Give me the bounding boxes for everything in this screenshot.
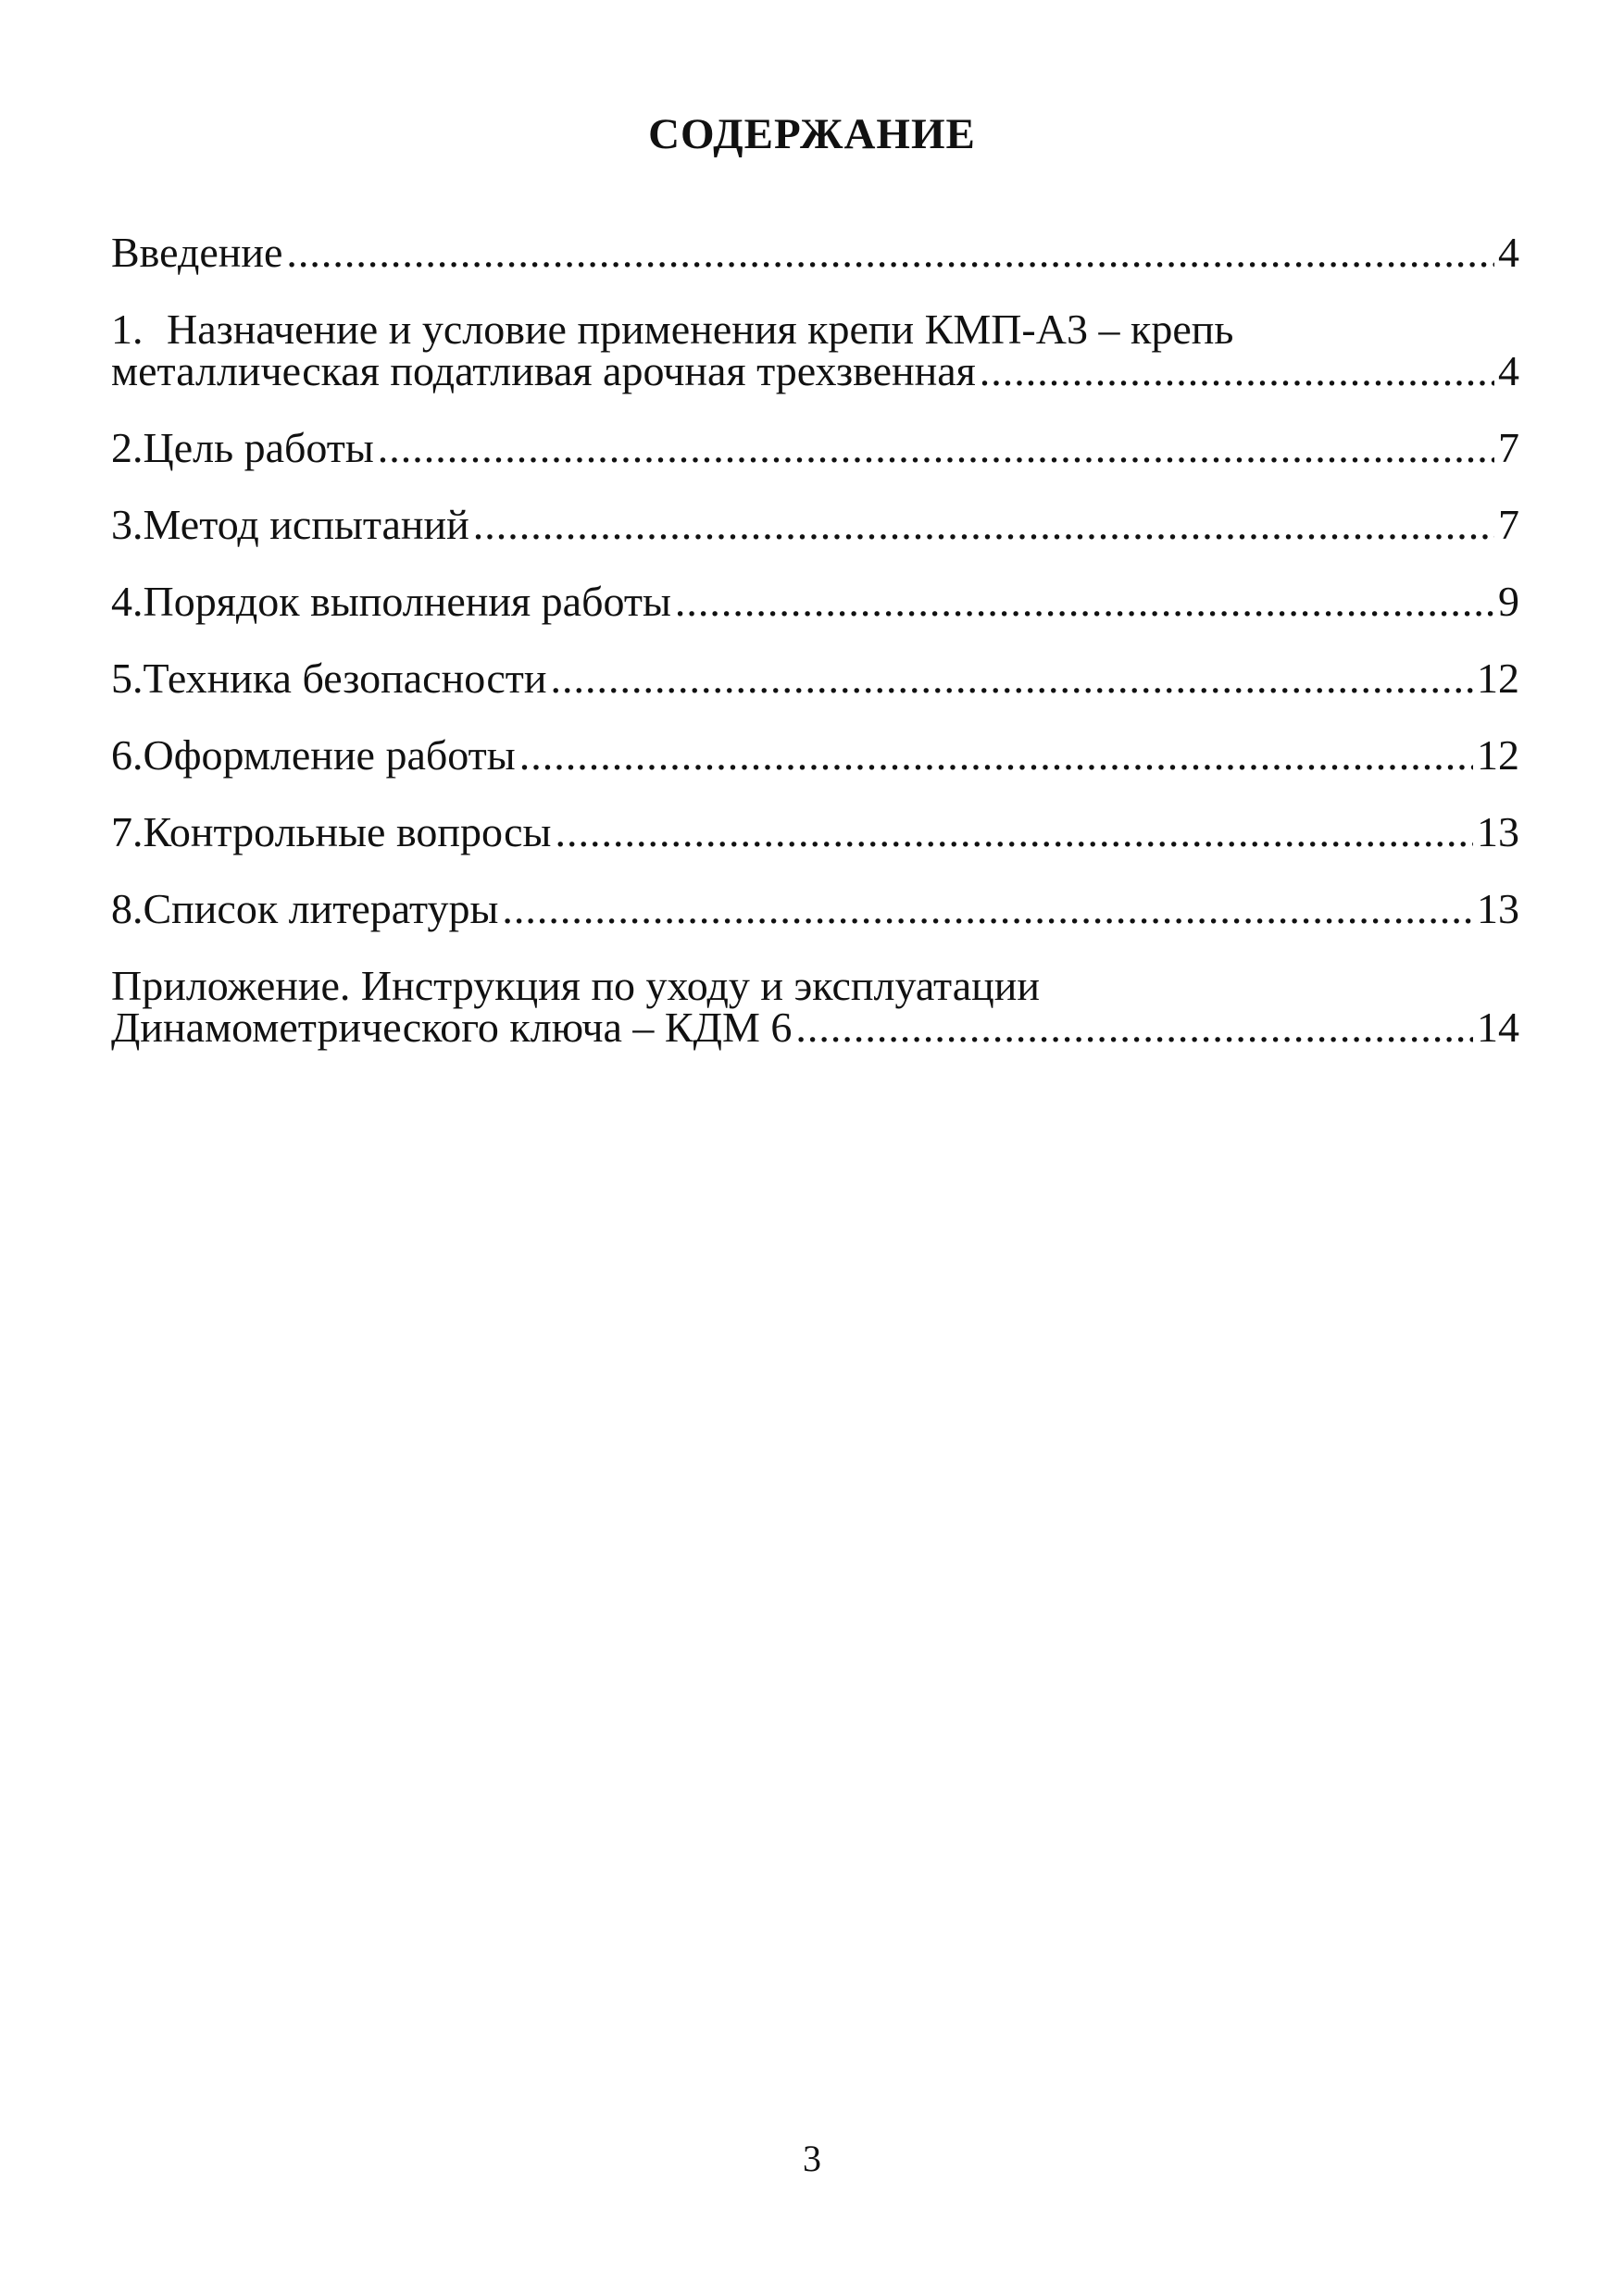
toc-entry-number: 1. bbox=[111, 306, 144, 353]
toc-entry-title: Контрольные вопросы bbox=[143, 808, 552, 855]
dot-leader bbox=[378, 427, 1494, 468]
dot-leader bbox=[286, 231, 1494, 273]
table-of-contents bbox=[111, 231, 1519, 1083]
toc-entry-title-line1: Назначение и условие применения крепи КМП-А3 – крепь bbox=[167, 306, 1234, 353]
toc-entry-page: 4 bbox=[1498, 347, 1519, 394]
toc-entry-page: 7 bbox=[1498, 501, 1519, 548]
toc-entry-2[interactable] bbox=[111, 424, 1519, 471]
dot-leader bbox=[473, 504, 1494, 545]
toc-entry-page: 13 bbox=[1477, 885, 1519, 932]
toc-entry-title: Техника безопасности bbox=[143, 655, 547, 702]
toc-entry-page: 4 bbox=[1498, 229, 1519, 276]
toc-entry-page: 13 bbox=[1477, 808, 1519, 855]
toc-entry-4[interactable] bbox=[111, 578, 1519, 625]
dot-leader bbox=[502, 888, 1473, 929]
toc-entry-page: 14 bbox=[1477, 1004, 1519, 1051]
toc-entry-6[interactable] bbox=[111, 731, 1519, 779]
toc-entry-title: Список литературы bbox=[143, 885, 499, 932]
toc-entry-number: 8. bbox=[111, 885, 144, 932]
dot-leader bbox=[551, 657, 1474, 699]
toc-entry-page: 7 bbox=[1498, 424, 1519, 471]
toc-entry-title: Цель работы bbox=[143, 424, 374, 471]
toc-entry-number: 7. bbox=[111, 808, 144, 855]
toc-entry-title: Порядок выполнения работы bbox=[143, 578, 671, 625]
toc-entry-page: 12 bbox=[1477, 655, 1519, 702]
toc-entry-title-line2: металлическая податливая арочная трехзвенная bbox=[111, 347, 976, 394]
toc-entry-3[interactable] bbox=[111, 501, 1519, 548]
toc-entry-title: Оформление работы bbox=[143, 731, 516, 779]
toc-entry-appendix[interactable] bbox=[111, 962, 1519, 1051]
page-number: 3 bbox=[803, 2138, 821, 2179]
dot-leader bbox=[980, 350, 1494, 392]
dot-leader bbox=[555, 811, 1473, 853]
dot-leader bbox=[519, 734, 1473, 776]
toc-entry-1[interactable] bbox=[111, 308, 1519, 392]
page-title: СОДЕРЖАНИЕ bbox=[648, 110, 976, 158]
toc-entry-number: 3. bbox=[111, 501, 144, 548]
toc-entry-introduction[interactable] bbox=[111, 229, 1519, 276]
toc-entry-5[interactable] bbox=[111, 655, 1519, 702]
toc-entry-title: Введение bbox=[111, 229, 283, 276]
dot-leader bbox=[795, 1006, 1473, 1048]
toc-entry-number: 6. bbox=[111, 731, 144, 779]
toc-entry-title-line2: Динамометрического ключа – КДМ 6 bbox=[111, 1004, 793, 1051]
toc-entry-number: 5. bbox=[111, 655, 144, 702]
toc-entry-8[interactable] bbox=[111, 885, 1519, 932]
toc-entry-title: Метод испытаний bbox=[143, 501, 469, 548]
dot-leader bbox=[675, 580, 1494, 622]
toc-entry-page: 9 bbox=[1498, 578, 1519, 625]
toc-entry-number: 4. bbox=[111, 578, 144, 625]
toc-entry-page: 12 bbox=[1477, 731, 1519, 779]
toc-entry-title-line1: Приложение. Инструкция по уходу и эксплуатации bbox=[111, 962, 1040, 1009]
toc-entry-7[interactable] bbox=[111, 808, 1519, 855]
toc-entry-number: 2. bbox=[111, 424, 144, 471]
